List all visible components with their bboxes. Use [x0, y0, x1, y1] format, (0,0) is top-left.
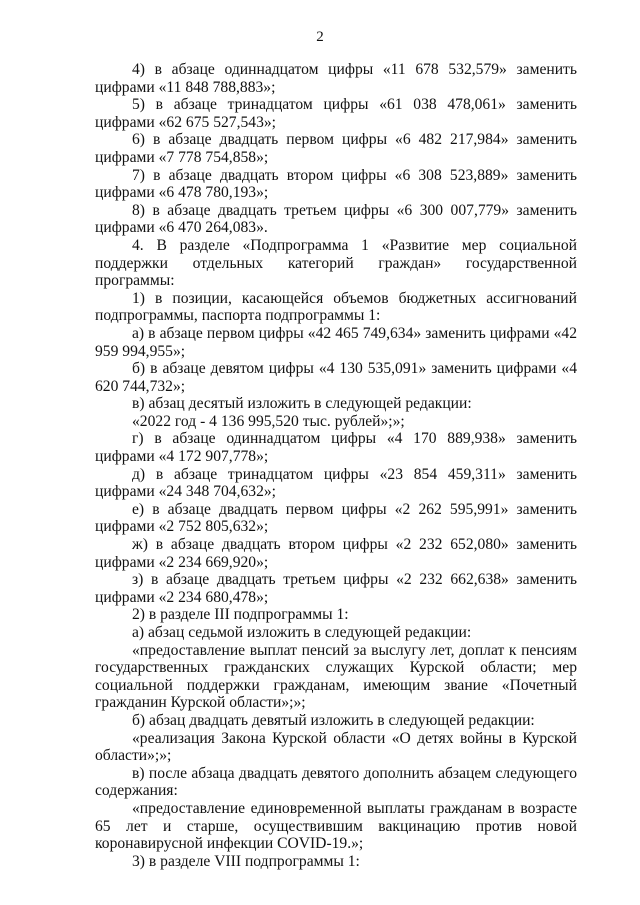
paragraph: г) в абзаце одиннадцатом цифры «4 170 889,938» заменить цифрами «4 172 907,778»;	[95, 430, 577, 466]
paragraph: а) в абзаце первом цифры «42 465 749,634» заменить цифрами «42 959 994,955»;	[95, 324, 577, 360]
paragraph: «реализация Закона Курской области «О детях войны в Курской области»;»;	[95, 729, 577, 765]
paragraph: е) в абзаце двадцать первом цифры «2 262 595,991» заменить цифрами «2 752 805,632»;	[95, 500, 577, 536]
paragraph: 6) в абзаце двадцать первом цифры «6 482 217,984» заменить цифрами «7 778 754,858»;	[95, 131, 577, 166]
paragraph: «2022 год - 4 136 995,520 тыс. рублей»;»;	[132, 412, 405, 430]
paragraph: д) в абзаце тринадцатом цифры «23 854 459,311» заменить цифрами «24 348 704,632»;	[95, 465, 577, 501]
paragraph: ж) в абзаце двадцать втором цифры «2 232 652,080» заменить цифрами «2 234 669,920»;	[95, 536, 577, 571]
paragraph: «предоставление единовременной выплаты гражданам в возрасте 65 лет и старше, осуществившим вакцинацию против новой коронавирусной инфекции COVID-19.»;	[95, 799, 577, 853]
paragraph: а) абзац седьмой изложить в следующей редакции:	[132, 624, 472, 641]
paragraph: в) после абзаца двадцать девятого дополнить абзацем следующего содержания:	[95, 764, 577, 800]
document-body	[95, 61, 577, 870]
paragraph: в) абзац десятый изложить в следующей редакции:	[132, 395, 472, 413]
paragraph: 8) в абзаце двадцать третьем цифры «6 300 007,779» заменить цифрами «6 470 264,083».	[95, 201, 577, 237]
paragraph: б) абзац двадцать девятый изложить в следующей редакции:	[132, 711, 535, 729]
paragraph: з) в абзаце двадцать третьем цифры «2 232 662,638» заменить цифрами «2 234 680,478»;	[95, 571, 577, 606]
paragraph: 4. В разделе «Подпрограмма 1 «Развитие мер социальной поддержки отдельных категорий граждан» государственной программы:	[95, 236, 577, 290]
paragraph: 4) в абзаце одиннадцатом цифры «11 678 532,579» заменить цифрами «11 848 788,883»;	[95, 61, 577, 96]
paragraph: 2) в разделе III подпрограммы 1:	[132, 606, 349, 624]
paragraph: 1) в позиции, касающейся объемов бюджетных ассигнований подпрограммы, паспорта подпрограммы 1:	[95, 289, 577, 325]
paragraph: 3) в разделе VIII подпрограммы 1:	[132, 852, 360, 870]
paragraph: 7) в абзаце двадцать втором цифры «6 308 523,889» заменить цифрами «6 478 780,193»;	[95, 166, 577, 202]
paragraph: б) в абзаце девятом цифры «4 130 535,091» заменить цифрами «4 620 744,732»;	[95, 360, 577, 395]
paragraph: «предоставление выплат пенсий за выслугу лет, доплат к пенсиям государственных гражданских служащих Курской области; мер социальной поддержки гражданам, имеющим звание «Почетный гражданин Курской области»;»;	[95, 641, 577, 712]
page-number: 2	[316, 29, 324, 45]
paragraph: 5) в абзаце тринадцатом цифры «61 038 478,061» заменить цифрами «62 675 527,543»;	[95, 96, 577, 131]
